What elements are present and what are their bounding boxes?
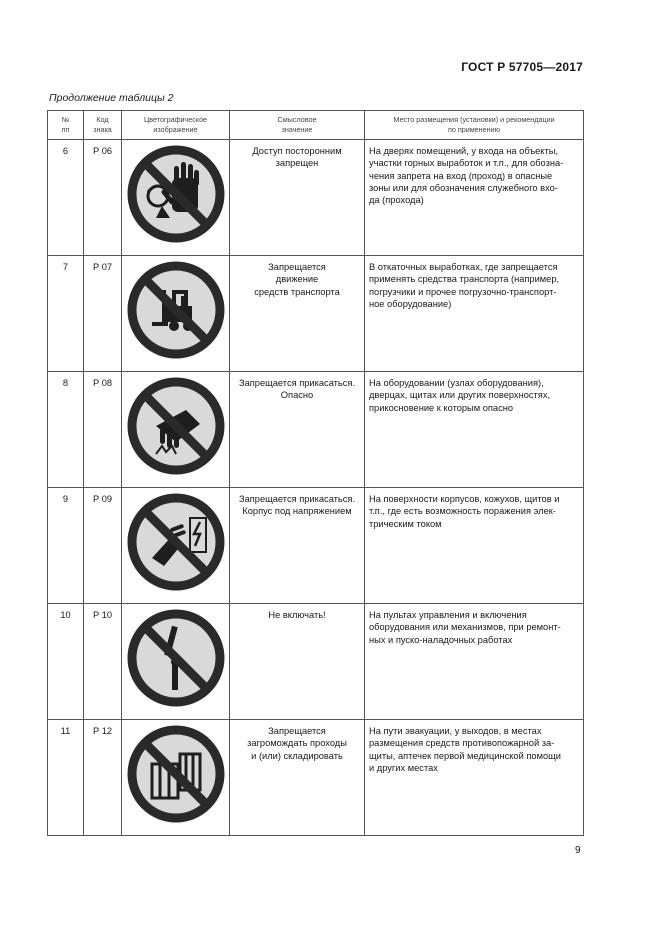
no-touch-electric-icon [126, 492, 226, 592]
sign-image-cell [122, 488, 230, 604]
no-forklift-icon [126, 260, 226, 360]
standard-code: ГОСТ Р 57705—2017 [461, 60, 583, 74]
row-code: Р 09 [84, 488, 122, 604]
sign-image-cell [122, 720, 230, 836]
table-row [48, 372, 584, 488]
row-meaning: Доступ посторонним запрещен [230, 140, 365, 256]
row-placement: На пультах управления и включения оборудования или механизмов, при ремонт- ных и пуско-наладочных работах [365, 604, 584, 720]
row-meaning: Запрещается прикасаться. Корпус под напряжением [230, 488, 365, 604]
table-row [48, 720, 584, 836]
sign-image-cell [122, 372, 230, 488]
row-meaning: Запрещается загромождать проходы и (или) складировать [230, 720, 365, 836]
no-obstruction-icon [126, 724, 226, 824]
row-placement: В откаточных выработках, где запрещается применять средства транспорта (например, погрузчики и прочее погрузочно-транспорт- ное оборудование) [365, 256, 584, 372]
signs-table [47, 110, 584, 836]
header-num: № пп [48, 111, 84, 140]
row-code: Р 10 [84, 604, 122, 720]
no-switch-on-icon [126, 608, 226, 708]
row-meaning: Запрещается движение средств транспорта [230, 256, 365, 372]
row-code: Р 08 [84, 372, 122, 488]
page-number: 9 [575, 845, 581, 856]
header-placement: Место размещения (установки) и рекомендации по применению [365, 111, 584, 140]
row-code: Р 12 [84, 720, 122, 836]
header-image: Цветографическое изображение [122, 111, 230, 140]
no-touch-icon [126, 376, 226, 476]
row-placement: На дверях помещений, у входа на объекты, участки горных выработок и т.п., для обозна- чения запрета на вход (проход) в опасные зоны или для обозначения служебного вхо- да (прохода) [365, 140, 584, 256]
header-meaning: Смысловое значение [230, 111, 365, 140]
row-num: 6 [48, 140, 84, 256]
row-code: Р 06 [84, 140, 122, 256]
row-placement: На пути эвакуации, у выходов, в местах размещения средств противопожарной за- щиты, аптечек первой медицинской помощи и других местах [365, 720, 584, 836]
row-num: 8 [48, 372, 84, 488]
row-num: 9 [48, 488, 84, 604]
table-row [48, 604, 584, 720]
row-num: 7 [48, 256, 84, 372]
table-row [48, 488, 584, 604]
no-access-hand-icon [126, 144, 226, 244]
table-header-row [48, 111, 584, 140]
sign-image-cell [122, 604, 230, 720]
row-meaning: Запрещается прикасаться. Опасно [230, 372, 365, 488]
row-placement: На оборудовании (узлах оборудования), дверцах, щитах или других поверхностях, прикосновение к которым опасно [365, 372, 584, 488]
row-placement: На поверхности корпусов, кожухов, щитов и т.п., где есть возможность поражения элек- трическим током [365, 488, 584, 604]
row-num: 11 [48, 720, 84, 836]
row-num: 10 [48, 604, 84, 720]
row-meaning: Не включать! [230, 604, 365, 720]
sign-image-cell [122, 140, 230, 256]
table-caption: Продолжение таблицы 2 [49, 92, 174, 104]
header-code: Код знака [84, 111, 122, 140]
table-row [48, 140, 584, 256]
table-row [48, 256, 584, 372]
row-code: Р 07 [84, 256, 122, 372]
sign-image-cell [122, 256, 230, 372]
